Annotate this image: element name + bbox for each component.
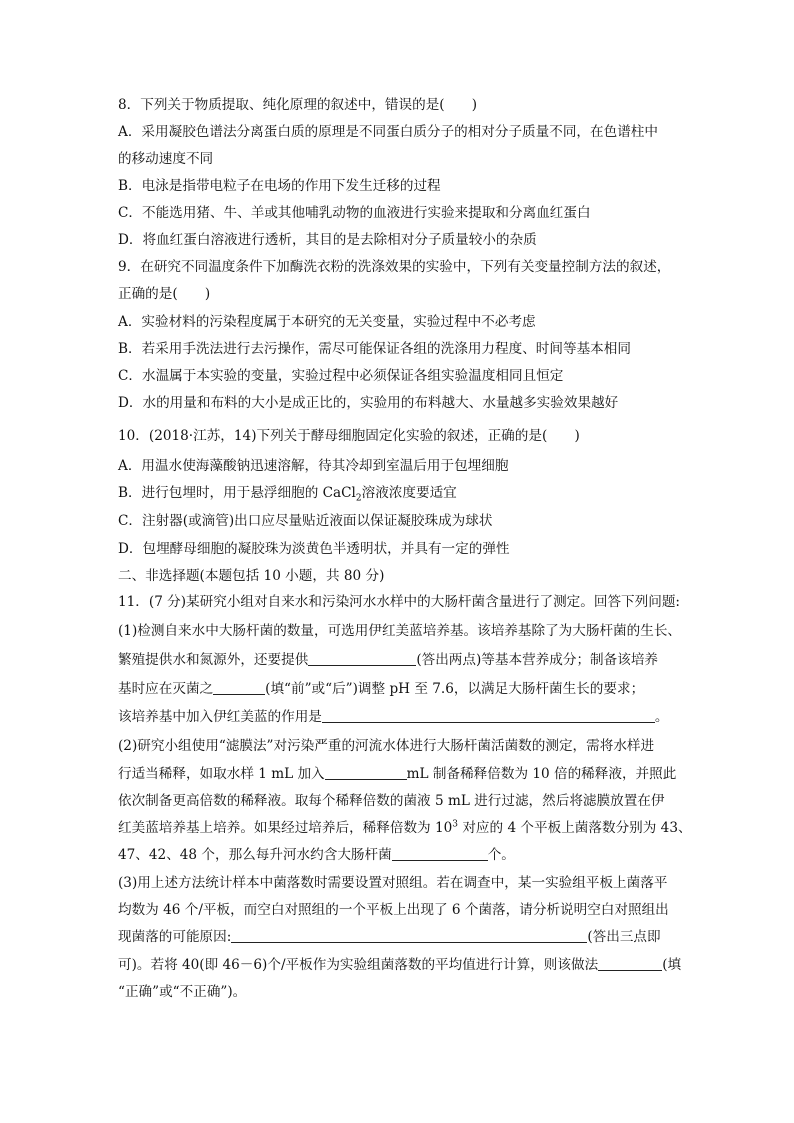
q8-option-c: C．不能选用猪、牛、羊或其他哺乳动物的血液进行实验来提取和分离血红蛋白 <box>118 205 591 221</box>
q8-stem: 8．下列关于物质提取、纯化原理的叙述中，错误的是( ) <box>118 97 478 113</box>
q8-option-d: D．将血红蛋白溶液进行透析，其目的是去除相对分子质量较小的杂质 <box>118 232 537 248</box>
answer-blank[interactable] <box>308 652 416 666</box>
q10-option-b: B．进行包埋时，用于悬浮细胞的 CaCl$_2$溶液浓度要适宜 <box>118 485 457 504</box>
q10-stem: 10．(2018·江苏，14)下列关于酵母细胞固定化实验的叙述，正确的是( ) <box>118 428 580 444</box>
q11-part1-line1: (1)检测自来水中大肠杆菌的数量，可选用伊红美蓝培养基。该培养基除了为大肠杆菌的生长、 <box>118 623 682 639</box>
q11-stem: 11．(7 分)某研究小组对自来水和污染河水水样中的大肠杆菌含量进行了测定。回答下列问题: <box>118 594 681 610</box>
q10-option-d: D．包埋酵母细胞的凝胶珠为淡黄色半透明状，并具有一定的弹性 <box>118 541 510 557</box>
q9-option-a: A．实验材料的污染程度属于本研究的无关变量，实验过程中不必考虑 <box>118 314 536 330</box>
q11-part2-line4: 红美蓝培养基上培养。如果经过培养后，稀释倍数为 $10^3$ 对应的 4 个平板上菌落数分别为 43、 <box>118 819 692 836</box>
q11-part3-line2: 均数为 46 个/平板，而空白对照组的一个平板上出现了 6 个菌落，请分析说明空白对照组出 <box>118 902 669 918</box>
section-heading: 二、非选择题(本题包括 10 小题，共 80 分) <box>118 568 385 584</box>
answer-blank[interactable] <box>392 847 488 861</box>
q9-stem: 9．在研究不同温度条件下加酶洗衣粉的洗涤效果的实验中，下列有关变量控制方法的叙述， <box>118 259 671 275</box>
q9-stem-cont: 正确的是( ) <box>118 286 211 302</box>
q9-option-b: B．若采用手洗法进行去污操作，需尽可能保证各组的洗涤用力程度、时间等基本相同 <box>118 341 631 357</box>
q11-part3-line1: (3)用上述方法统计样本中菌落数时需要设置对照组。若在调查中，某一实验组平板上菌落平 <box>118 875 668 891</box>
q8-option-a: A．采用凝胶色谱法分离蛋白质的原理是不同蛋白质分子的相对分子质量不同，在色谱柱中 <box>118 124 658 140</box>
q11-part2-line5: 47、42、48 个，那么每升河水约含大肠杆菌 个。 <box>118 847 515 863</box>
q11-part2-line3: 依次制备更高倍数的稀释液。取每个稀释倍数的菌液 5 mL 进行过滤，然后将滤膜放置在伊 <box>118 793 665 809</box>
answer-blank[interactable] <box>598 957 662 971</box>
q9-option-c: C．水温属于本实验的变量，实验过程中必须保证各组实验温度相同且恒定 <box>118 368 564 384</box>
q11-part2-line2: 行适当稀释，如取水样 1 mL 加入 mL 制备稀释倍数为 10 倍的稀释液，并照此 <box>118 766 677 782</box>
answer-blank[interactable] <box>322 709 655 723</box>
q11-part3-line3: 现菌落的可能原因: (答出三点即 <box>118 929 661 945</box>
answer-blank[interactable] <box>325 766 407 780</box>
q9-option-d: D．水的用量和布料的大小是成正比的，实验用的布料越大、水量越多实验效果越好 <box>118 395 619 411</box>
q10-option-c: C．注射器(或滴管)出口应尽量贴近液面以保证凝胶珠成为球状 <box>118 513 493 529</box>
q11-part3-line5: “正确”或“不正确”)。 <box>118 984 247 1000</box>
q8-option-a-cont: 的移动速度不同 <box>118 151 214 167</box>
answer-blank[interactable] <box>213 681 265 695</box>
q11-part2-line1: (2)研究小组使用“滤膜法”对污染严重的河流水体进行大肠杆菌活菌数的测定，需将水样进 <box>118 738 655 754</box>
q11-part1-line3: 基时应在灭菌之 (填“前”或“后”)调整 pH 至 7.6，以满足大肠杆菌生长的要求； <box>118 681 645 697</box>
q11-part1-line2: 繁殖提供水和氮源外，还要提供 (答出两点)等基本营养成分；制备该培养 <box>118 652 659 668</box>
q10-option-a: A．用温水使海藻酸钠迅速溶解，待其冷却到室温后用于包埋细胞 <box>118 458 509 474</box>
q8-option-b: B．电泳是指带电粒子在电场的作用下发生迁移的过程 <box>118 178 441 194</box>
q11-part3-line4: 可)。若将 40(即 46－6)个/平板作为实验组菌落数的平均值进行计算，则该做法 (填 <box>118 957 682 973</box>
answer-blank[interactable] <box>231 929 587 943</box>
q11-part1-line4: 该培养基中加入伊红美蓝的作用是 。 <box>118 709 669 725</box>
